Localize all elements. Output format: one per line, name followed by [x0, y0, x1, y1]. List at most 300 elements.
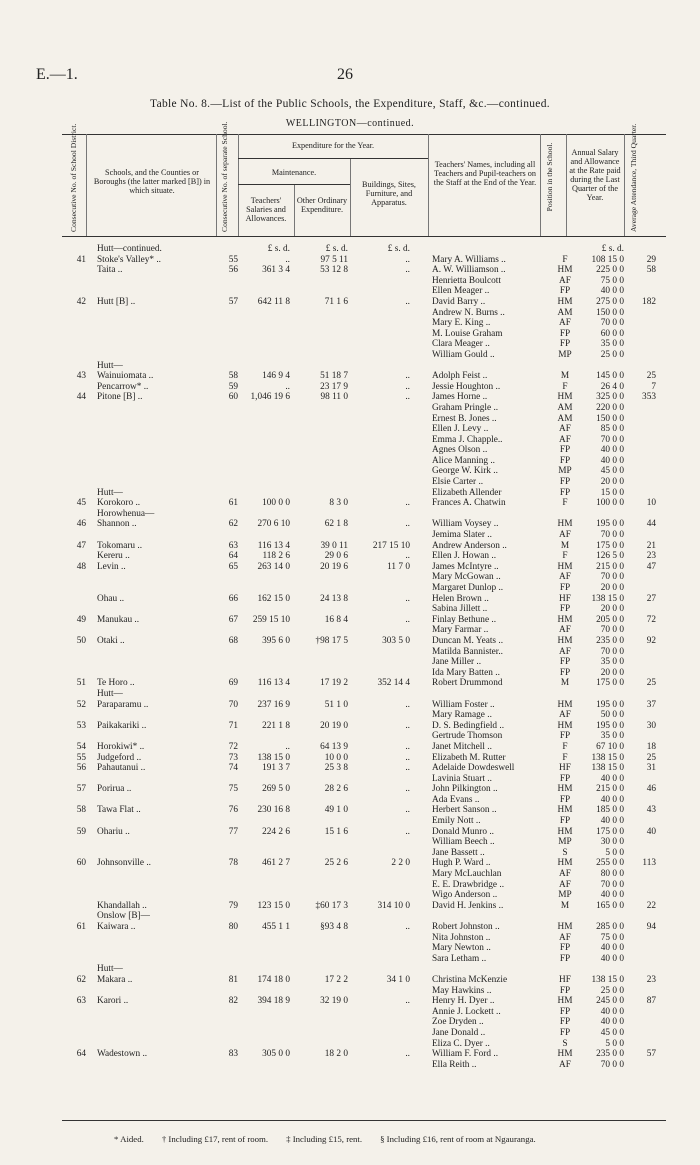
cell-pos: F — [562, 381, 568, 392]
table-row — [62, 805, 666, 816]
cell-teacher: John Pilkington .. — [432, 784, 498, 795]
cell-pos: AF — [559, 1059, 571, 1070]
cell-teacher: William Gould .. — [432, 349, 495, 360]
cell-teacher: Ernest B. Jones .. — [432, 413, 497, 424]
cell-teacher: Jane Donald .. — [432, 1027, 486, 1038]
cell-oth: 8 3 0 — [329, 498, 348, 509]
cell-pos: FP — [559, 943, 571, 954]
cell-pos: AF — [559, 625, 571, 636]
cell-oth: 28 2 6 — [324, 784, 348, 795]
footnote: § Including £16, rent of room at Ngauranga. — [380, 1134, 536, 1144]
header-divider — [86, 134, 87, 236]
cell-avg: 7 — [651, 381, 656, 392]
cell-pos: AF — [559, 424, 571, 435]
cell-sal: 138 15 0 — [257, 752, 290, 763]
cell-sep: 77 — [228, 826, 238, 837]
table-row — [62, 954, 666, 965]
cell-oth: 49 1 0 — [324, 805, 348, 816]
cell-salary: 40 0 0 — [600, 890, 624, 901]
cell-teacher: Andrew N. Burns .. — [432, 307, 505, 318]
cell-pos: HM — [557, 1049, 573, 1060]
cell-pos: MP — [558, 837, 572, 848]
cell-teacher: Annie J. Lockett .. — [432, 1006, 501, 1017]
page-number: 26 — [337, 66, 353, 83]
cell-sal: 1,046 19 6 — [250, 392, 290, 403]
cell-sal: 146 9 4 — [262, 371, 290, 382]
header-position: Position in the School. — [545, 142, 554, 212]
cell-bld: 352 14 4 — [377, 678, 410, 689]
cell-oth: 15 1 6 — [324, 826, 348, 837]
cell-no: 48 — [76, 561, 86, 572]
cell-salary: 26 4 0 — [600, 381, 624, 392]
cell-salary: 138 15 0 — [591, 974, 624, 985]
cell-bld: 34 1 0 — [386, 974, 410, 985]
cell-pos: FP — [559, 286, 571, 297]
cell-avg: 37 — [646, 699, 656, 710]
table-row — [62, 361, 666, 372]
cell-avg: 25 — [646, 371, 656, 382]
cell-pos: FP — [559, 604, 571, 615]
cell-oth: †98 17 5 — [315, 635, 348, 646]
cell-sal: 461 2 7 — [262, 858, 290, 869]
cell-pos: FP — [559, 773, 571, 784]
cell-school: Hutt— — [97, 487, 123, 498]
header-divider — [566, 134, 567, 236]
table-row — [62, 996, 666, 1007]
header-divider — [624, 134, 625, 236]
cell-pos: S — [562, 1038, 568, 1049]
table-row — [62, 901, 666, 912]
cell-sal: 100 0 0 — [262, 498, 290, 509]
cell-school: Porirua .. — [97, 784, 132, 795]
cell-teacher: James Horne .. — [432, 392, 488, 403]
cell-teacher: David H. Jenkins .. — [432, 900, 504, 911]
cell-teacher: D. S. Bedingfield .. — [432, 720, 505, 731]
cell-school: Kereru .. — [97, 551, 130, 562]
cell-pos: MP — [558, 349, 572, 360]
table-row — [62, 986, 666, 997]
cell-salary: £ s. d. — [601, 244, 624, 254]
cell-salary: 285 0 0 — [596, 922, 624, 932]
cell-salary: 60 0 0 — [600, 328, 624, 339]
cell-pos: FP — [559, 487, 571, 498]
cell-school: Stoke's Valley* .. — [97, 254, 161, 265]
cell-teacher: Mary Ramage .. — [432, 710, 492, 721]
table-row — [62, 424, 666, 435]
cell-bld: 11 7 0 — [387, 561, 410, 572]
cell-pos: F — [562, 551, 568, 562]
cell-bld: .. — [405, 741, 410, 752]
cell-pos: HM — [557, 392, 573, 403]
cell-teacher: Robert Drummond — [432, 678, 503, 689]
cell-teacher: Helen Brown .. — [432, 593, 489, 604]
cell-pos: AM — [557, 307, 573, 318]
cell-school: Karori .. — [97, 996, 129, 1007]
cell-oth: 62 1 8 — [324, 519, 348, 530]
cell-school: Otaki .. — [97, 635, 125, 646]
cell-sep: 66 — [228, 593, 238, 604]
table-row — [62, 583, 666, 594]
cell-no: 56 — [76, 763, 86, 774]
cell-teacher: Donald Munro .. — [432, 826, 494, 837]
cell-no: 46 — [76, 519, 86, 530]
header-top-rule — [62, 134, 666, 135]
cell-pos: HM — [557, 635, 573, 646]
cell-teacher: Alice Manning .. — [432, 455, 495, 466]
table-row — [62, 329, 666, 340]
cell-salary: 138 15 0 — [591, 763, 624, 774]
cell-salary: 75 0 0 — [600, 275, 624, 286]
cell-teacher: Ida Mary Batten .. — [432, 667, 500, 678]
cell-pos: HM — [557, 720, 573, 731]
cell-sal: 162 15 0 — [257, 593, 290, 604]
cell-teacher: Jane Bassett .. — [432, 847, 485, 858]
table-row — [62, 1017, 666, 1028]
cell-salary: 165 0 0 — [596, 900, 624, 911]
cell-salary: 70 0 0 — [600, 572, 624, 583]
cell-pos: M — [560, 900, 570, 911]
table-row — [62, 551, 666, 562]
cell-teacher: Elizabeth M. Rutter — [432, 752, 506, 763]
header-divider — [238, 134, 239, 236]
cell-salary: 235 0 0 — [596, 1049, 624, 1060]
cell-pos: FP — [559, 477, 571, 488]
cell-pos: HM — [557, 519, 573, 530]
cell-sep: 78 — [228, 858, 238, 869]
cell-sep: 58 — [228, 371, 238, 382]
table-row — [62, 276, 666, 287]
cell-school: Tawa Flat .. — [97, 805, 141, 816]
cell-sep: 72 — [228, 741, 238, 752]
cell-pos: F — [562, 741, 568, 752]
cell-salary: 70 0 0 — [600, 530, 624, 541]
cell-no: 60 — [76, 858, 86, 869]
cell-teacher: Robert Johnston .. — [432, 922, 500, 932]
table-row — [62, 572, 666, 583]
cell-no: 54 — [76, 741, 86, 752]
cell-salary: 195 0 0 — [596, 699, 624, 710]
cell-bld: £ s. d. — [387, 244, 410, 254]
cell-sal: 224 2 6 — [262, 826, 290, 837]
cell-teacher: Nita Johnston .. — [432, 932, 491, 943]
cell-salary: 235 0 0 — [596, 635, 624, 646]
cell-salary: 185 0 0 — [596, 805, 624, 816]
footnotes — [114, 1134, 554, 1144]
cell-salary: 225 0 0 — [596, 265, 624, 276]
cell-bld: .. — [405, 614, 410, 625]
cell-bld: .. — [405, 381, 410, 392]
table-row — [62, 742, 666, 753]
cell-pos: F — [562, 752, 568, 763]
cell-salary: 80 0 0 — [600, 869, 624, 880]
cell-salary: 40 0 0 — [600, 455, 624, 466]
cell-pos: HM — [557, 996, 573, 1007]
table-row — [62, 350, 666, 361]
cell-sal: 361 3 4 — [262, 265, 290, 276]
cell-pos: AF — [559, 710, 571, 721]
cell-school: Khandallah .. — [97, 900, 147, 911]
cell-teacher: James McIntyre .. — [432, 561, 499, 572]
cell-pos: FP — [559, 731, 571, 742]
cell-school: Paraparamu .. — [97, 699, 149, 710]
cell-avg: 94 — [646, 922, 656, 932]
cell-avg: 27 — [646, 593, 656, 604]
cell-teacher: Frances A. Chatwin — [432, 498, 506, 509]
cell-salary: 40 0 0 — [600, 953, 624, 964]
cell-pos: S — [562, 847, 568, 858]
cell-teacher: Mary McLauchlan — [432, 869, 502, 880]
cell-pos: FP — [559, 1027, 571, 1038]
cell-salary: 35 0 0 — [600, 657, 624, 668]
cell-school: Pencarrow* .. — [97, 381, 149, 392]
cell-salary: 25 0 0 — [600, 985, 624, 996]
cell-oth: 20 19 6 — [320, 561, 348, 572]
cell-sal: 394 18 9 — [257, 996, 290, 1007]
table-row — [62, 827, 666, 838]
cell-sep: 74 — [228, 763, 238, 774]
cell-salary: 70 0 0 — [600, 646, 624, 657]
table-row — [62, 837, 666, 848]
cell-no: 61 — [76, 922, 86, 932]
cell-pos: M — [560, 540, 570, 551]
cell-teacher: Elsie Carter .. — [432, 477, 484, 488]
cell-salary: 45 0 0 — [600, 1027, 624, 1038]
cell-oth: 25 2 6 — [324, 858, 348, 869]
cell-oth: 32 19 0 — [320, 996, 348, 1007]
cell-salary: 25 0 0 — [600, 349, 624, 360]
cell-pos: F — [562, 254, 568, 265]
table-row — [62, 763, 666, 774]
cell-salary: 175 0 0 — [596, 678, 624, 689]
table-row — [62, 784, 666, 795]
cell-bld: .. — [405, 392, 410, 403]
cell-no: 64 — [76, 1049, 86, 1060]
table-row — [62, 625, 666, 636]
cell-sep: 68 — [228, 635, 238, 646]
cell-no: 52 — [76, 699, 86, 710]
cell-school: Tokomaru .. — [97, 540, 143, 551]
cell-bld: .. — [405, 996, 410, 1007]
header-annual-salary: Annual Salary and Allowance at the Rate paid during the Last Quarter of the Year. — [569, 148, 621, 202]
cell-sep: 75 — [228, 784, 238, 795]
cell-school: Ohariu .. — [97, 826, 130, 837]
cell-no: 44 — [76, 392, 86, 403]
cell-oth: 39 0 11 — [320, 540, 348, 551]
cell-pos: AF — [559, 572, 571, 583]
header-divider — [216, 134, 217, 236]
cell-bld: 217 15 10 — [372, 540, 410, 551]
table-row — [62, 466, 666, 477]
table-row — [62, 647, 666, 658]
table-row — [62, 774, 666, 785]
cell-teacher: Jemima Slater .. — [432, 530, 492, 541]
cell-salary: 150 0 0 — [596, 413, 624, 424]
cell-pos: HM — [557, 826, 573, 837]
cell-salary: 70 0 0 — [600, 1059, 624, 1070]
cell-avg: 46 — [646, 784, 656, 795]
cell-pos: MP — [558, 466, 572, 477]
cell-pos: AF — [559, 646, 571, 657]
table-row — [62, 922, 666, 933]
cell-avg: 58 — [646, 265, 656, 276]
cell-salary: 215 0 0 — [596, 561, 624, 572]
cell-pos: FP — [559, 816, 571, 827]
cell-teacher: Emma J. Chapple.. — [432, 434, 503, 445]
cell-bld: .. — [405, 519, 410, 530]
table-row — [62, 933, 666, 944]
cell-teacher: M. Louise Graham — [432, 328, 503, 339]
cell-teacher: Elizabeth Allender — [432, 487, 502, 498]
cell-sep: 59 — [228, 381, 238, 392]
table-row — [62, 255, 666, 266]
cell-pos: FP — [559, 328, 571, 339]
cell-avg: 10 — [646, 498, 656, 509]
cell-teacher: Zoe Dryden .. — [432, 1017, 484, 1028]
cell-avg: 47 — [646, 561, 656, 572]
cell-salary: 195 0 0 — [596, 519, 624, 530]
cell-salary: 70 0 0 — [600, 318, 624, 329]
cell-teacher: Wigo Anderson .. — [432, 890, 498, 901]
header-sub-rule — [238, 184, 350, 185]
cell-bld: .. — [405, 498, 410, 509]
cell-sal: 116 13 4 — [257, 678, 290, 689]
header-divider — [428, 134, 429, 236]
header-maintenance: Maintenance. — [271, 168, 317, 177]
cell-sep: 70 — [228, 699, 238, 710]
cell-pos: HM — [557, 699, 573, 710]
cell-school: Te Horo .. — [97, 678, 135, 689]
cell-teacher: Mary McGowan .. — [432, 572, 501, 583]
cell-teacher: Jessie Houghton .. — [432, 381, 501, 392]
cell-no: 58 — [76, 805, 86, 816]
table-row — [62, 943, 666, 954]
cell-sep: 69 — [228, 678, 238, 689]
cell-teacher: E. E. Drawbridge .. — [432, 879, 505, 890]
cell-salary: 50 0 0 — [600, 710, 624, 721]
cell-school: Wadestown .. — [97, 1049, 148, 1060]
cell-avg: 87 — [646, 996, 656, 1007]
cell-salary: 70 0 0 — [600, 625, 624, 636]
cell-oth: 51 18 7 — [320, 371, 348, 382]
cell-sal: 259 15 10 — [252, 614, 290, 625]
cell-bld: .. — [405, 1049, 410, 1060]
table-row — [62, 477, 666, 488]
table-row — [62, 721, 666, 732]
cell-no: 41 — [76, 254, 86, 265]
cell-pos: HM — [557, 922, 573, 932]
header-divider — [294, 184, 295, 236]
cell-pos: F — [562, 498, 568, 509]
cell-sal: 123 15 0 — [257, 900, 290, 911]
table-row — [62, 541, 666, 552]
cell-no: 63 — [76, 996, 86, 1007]
cell-school: Taita .. — [97, 265, 123, 276]
cell-pos: AF — [559, 530, 571, 541]
cell-sal: 221 1 8 — [262, 720, 290, 731]
header-average-attendance: Average Attendance, Third Quarter. — [629, 123, 638, 232]
cell-sal: .. — [285, 381, 290, 392]
cell-pos: M — [560, 678, 570, 689]
header-sub-rule — [238, 158, 428, 159]
cell-sal: 191 3 7 — [262, 763, 290, 774]
cell-avg: 43 — [646, 805, 656, 816]
cell-sep: 73 — [228, 752, 238, 763]
cell-avg: 44 — [646, 519, 656, 530]
table-row — [62, 880, 666, 891]
cell-bld: .. — [405, 826, 410, 837]
cell-school: Manukau .. — [97, 614, 140, 625]
cell-avg: 25 — [646, 678, 656, 689]
cell-pos: FP — [559, 455, 571, 466]
table-row — [62, 964, 666, 975]
cell-oth: 71 1 6 — [324, 296, 348, 307]
table-row — [62, 731, 666, 742]
cell-salary: 205 0 0 — [596, 614, 624, 625]
table-row — [62, 848, 666, 859]
cell-sep: 56 — [228, 265, 238, 276]
cell-teacher: Duncan M. Yeats .. — [432, 635, 504, 646]
cell-bld: .. — [405, 805, 410, 816]
cell-salary: 40 0 0 — [600, 286, 624, 297]
header-buildings: Buildings, Sites, Furniture, and Apparatus. — [362, 180, 416, 207]
cell-salary: 145 0 0 — [596, 371, 624, 382]
cell-sal: .. — [285, 741, 290, 752]
cell-no: 55 — [76, 752, 86, 763]
table-row — [62, 445, 666, 456]
cell-pos: FP — [559, 794, 571, 805]
cell-salary: 67 10 0 — [596, 741, 624, 752]
cell-pos: AF — [559, 932, 571, 943]
cell-oth: 23 17 9 — [320, 381, 348, 392]
cell-salary: 70 0 0 — [600, 879, 624, 890]
cell-teacher: Sabina Jillett .. — [432, 604, 488, 615]
cell-pos: HF — [559, 593, 571, 604]
table-row — [62, 911, 666, 922]
cell-teacher: Mary Newton .. — [432, 943, 491, 954]
cell-sal: 395 6 0 — [262, 635, 290, 646]
cell-teacher: Lavinia Stuart .. — [432, 773, 492, 784]
cell-pos: FP — [559, 953, 571, 964]
table-row — [62, 1007, 666, 1018]
cell-sal: 270 6 10 — [257, 519, 290, 530]
header-other: Other Ordinary Expenditure. — [296, 196, 348, 214]
table-row — [62, 890, 666, 901]
cell-pos: AF — [559, 879, 571, 890]
cell-sal: 269 5 0 — [262, 784, 290, 795]
cell-bld: .. — [405, 763, 410, 774]
cell-school: Johnsonville .. — [97, 858, 151, 869]
cell-teacher: Margaret Dunlop .. — [432, 583, 504, 593]
table-row — [62, 636, 666, 647]
cell-sep: 65 — [228, 561, 238, 572]
cell-salary: 175 0 0 — [596, 826, 624, 837]
cell-no: 49 — [76, 614, 86, 625]
table-row — [62, 700, 666, 711]
table-row — [62, 382, 666, 393]
cell-teacher: Christina McKenzie — [432, 974, 508, 985]
cell-teacher: Matilda Bannister.. — [432, 646, 504, 657]
cell-sep: 61 — [228, 498, 238, 509]
cell-sep: 79 — [228, 900, 238, 911]
cell-sep: 55 — [228, 254, 238, 265]
cell-teacher: Herbert Sanson .. — [432, 805, 497, 816]
cell-salary: 20 0 0 — [600, 667, 624, 678]
cell-salary: 40 0 0 — [600, 1006, 624, 1017]
cell-sep: 67 — [228, 614, 238, 625]
cell-school: Hutt—continued. — [97, 244, 162, 254]
cell-salary: 70 0 0 — [600, 434, 624, 445]
cell-sep: 83 — [228, 1049, 238, 1060]
